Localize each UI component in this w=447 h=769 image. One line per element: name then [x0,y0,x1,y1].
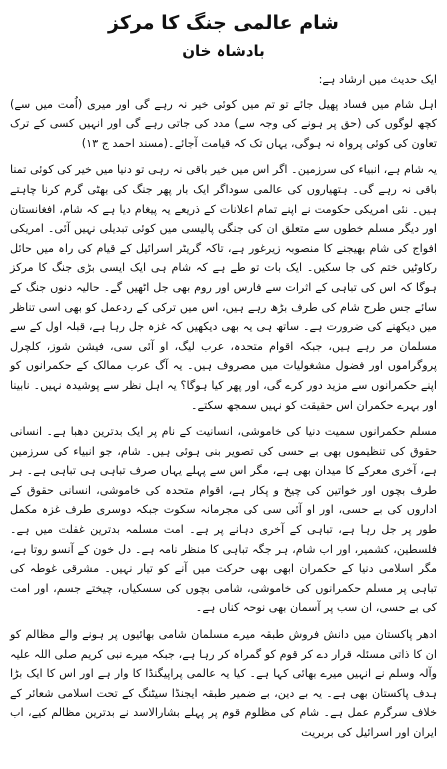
author-name: بادشاہ خان [182,42,265,60]
article-paragraph: یہ شام ہے، انبیاء کی سرزمین۔ اگر اس میں خیر باقی نہ رہی تو دنیا میں خیر کی کوئی تمنا باقی نہ رہے گی۔ ہتھیاروں کی عالمی سوداگر ایک بار پھر جنگ کی بھٹی گرم کرنا چاہتے ہیں۔ نئی امریکی حکومت نے اپنے تمام اعلانات کے ذریعے یہ پیغام دیا ہے کہ شام، افغانستان اور دیگر مسلم خطوں سے متعلق ان کی جنگی پالیسی میں کوئی تبدیلی نہیں آئی۔ امریکی افواج کی شام بھیجنے کا منصوبہ زیرغور ہے، تاکہ گریٹر اسرائیل کے قیام کی راہ میں حائل رکاوٹیں ختم کی جا سکیں۔ ایک بات تو طے ہے کہ شام ہی ایک ایسی بڑی جنگ کا مرکز ہوگا کہ اس کی تباہی کے اثرات سے فارس اور روم بھی جل اٹھیں گے۔ حالیہ دنوں جنگ کے سائے جس طرح شام کی طرف بڑھ رہے ہیں، اس میں ترکی کے ردعمل کو بھی اسی تناظر میں دیکھنے کی ضرورت ہے۔ ساتھ ہی یہ بھی دیکھیں کہ غزہ جل رہا ہے، قبلہ اول کے سے مسلمان مر رہے ہیں، جبکہ اقوام متحدہ، عرب لیگ، او آئی سی، فیشن شوز، کلچرل پروگراموں اور فضول مشغولیات میں مصروف ہیں۔ یہ آگ عرب ممالک کے حکمرانوں کو اپنے حکمرانوں سے مزید دور کرے گی، اور پھر کیا ہوگا؟ یہ اہل نظر سے پوشیدہ نہیں۔ نابینا اور بہرے حکمران اس حقیقت کو نہیں سمجھ سکتے۔ [10,163,437,412]
article-paragraph: ادھر پاکستان میں دانش فروش طبقہ میرے مسلمان شامی بھائیوں پر ہونے والے مظالم کو ان کا ذاتی مسئلہ قرار دے کر قوم کو گمراہ کر رہا ہے، جبکہ میرے نبی کریم صلی اللہ علیہ وآلہ وسلم نے انہیں میرے بھائی کہا ہے۔ کیا یہ عالمی پراپیگنڈا کا وار ہے اور اس کا ایک بڑا ہدف پاکستان بھی ہے۔ یہ بے دین، بے ضمیر طبقہ ایجنڈا سیٹنگ کے تحت اسلامی شعائر کے خلاف سرگرم عمل ہے۔ شام کی مظلوم قوم پر پہلے بشارالاسد نے بدترین مظالم کیے، اب ایران اور اسرائیل کی بربریت [10,628,437,739]
hadith-intro: ایک حدیث میں ارشاد ہے: [318,73,437,86]
article-paragraph: مسلم حکمرانوں سمیت دنیا کی خاموشی، انسانیت کے نام پر ایک بدترین دھبا ہے۔ انسانی حقوق کی تنظیموں بھی بے حسی کی تصویر بنی ہوئی ہیں۔ شام، جو انبیاء کی سرزمین ہے، آخری معرکے کا میدان بھی ہے، مگر اس سے پہلے یہاں صرف تباہی ہی تباہی ہے۔ ہر طرف بچوں اور خواتین کی چیخ و پکار ہے، اقوام متحدہ کی خاموشی، انسانی حقوق کے اداروں کی بے حسی، اور او آئی سی کی مجرمانہ سکوت جبکہ دوسری طرف غزہ مکمل طور پر جل رہا ہے، تباہی کے آخری دہانے پر ہے۔ امت مسلمہ بدترین غفلت میں ہے۔ فلسطین، کشمیر، اور اب شام، ہر جگہ تباہی کا منظر نامہ ہے۔ دل خون کے آنسو روتا ہے، مگر اسلامی دنیا کے حکمران ابھی بھی حرکت میں آنے کو تیار نہیں۔ مشرقی غوطہ کی تباہی پر مسلم حکمرانوں کی خاموشی، شامی بچوں کی سسکیاں، چیختے جسم، اور امت کی بے حسی، ان سب پر آسمان بھی نوحہ کناں ہے۔ [10,425,437,615]
hadith-text: اہل شام میں فساد پھیل جائے تو تم میں کوئی خیر نہ رہے گی اور میری (اُمت میں سے) کچھ لوگوں کی (حق پر ہونے کی وجہ سے) مدد کی جاتی رہے گی اور انہیں کسی کے ترک تعاون کی کوئی پرواہ نہ ہوگی، یہاں تک کہ قیامت آجائے۔(مسند احمد ج ١٣) [10,97,437,150]
article-title: شام عالمی جنگ کا مرکز [108,12,339,34]
